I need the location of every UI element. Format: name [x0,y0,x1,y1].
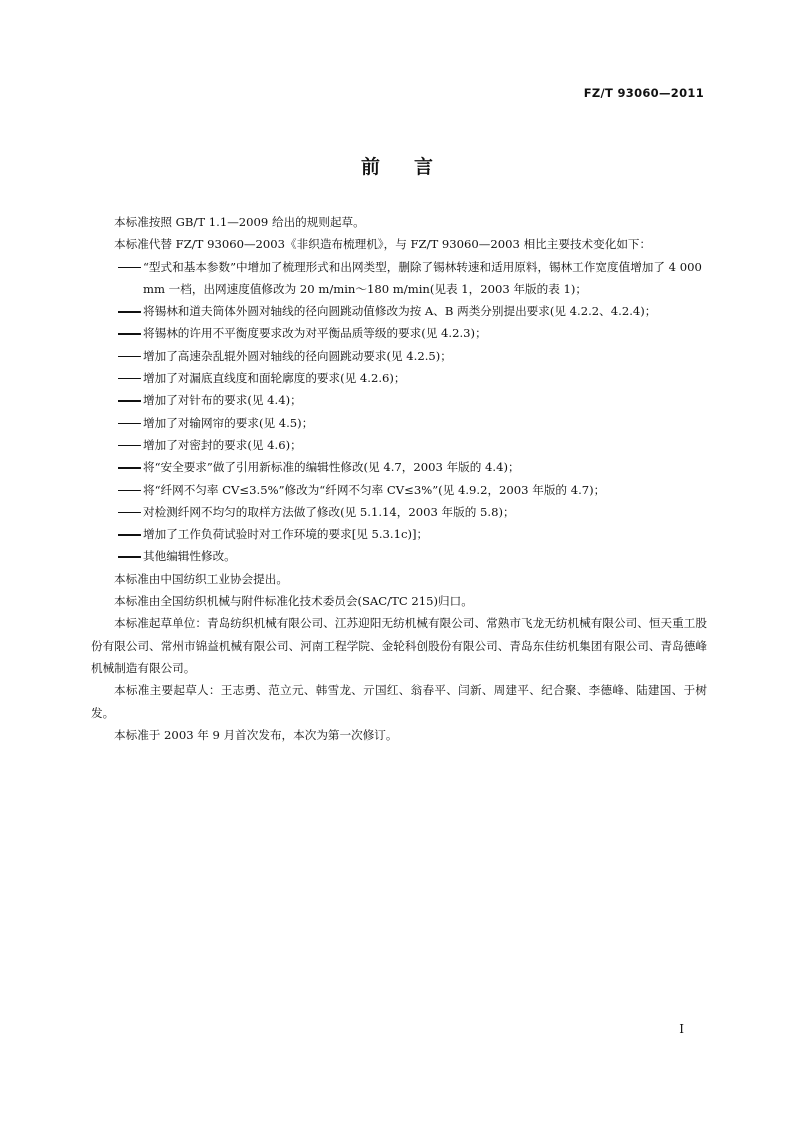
dash-bullet [118,333,141,334]
paragraph: 本标准按照 GB/T 1.1—2009 给出的规则起草。 [114,215,365,229]
list-item-text: “型式和基本参数”中增加了梳理形式和出网类型，删除了锡林转速和适用原料，锡林工作宽度值增加了 4 000 mm 一档，出网速度值修改为 20 m/min～180 m/min(见表 1，2003 年版的表 1)； [143,259,702,296]
list-item [91,456,707,478]
dash-bullet [118,445,141,446]
page-number: I [679,1022,684,1036]
dash-bullet [118,311,141,312]
dash-bullet [118,512,141,513]
dash-bullet [118,378,141,379]
paragraph: 本标准主要起草人：王志勇、范立元、韩雪龙、亓国红、翁春平、闫新、周建平、纪合聚、李德峰、陆建国、于树发。 [91,683,707,720]
list-item [91,345,707,367]
dash-bullet [118,534,141,535]
list-item [91,523,707,545]
paragraph: 本标准起草单位：青岛纺织机械有限公司、江苏迎阳无纺机械有限公司、常熟市飞龙无纺机械有限公司、恒天重工股份有限公司、常州市锦益机械有限公司、河南工程学院、金轮科创股份有限公司、青岛东佳纺机集团有限公司、青岛德峰机械制造有限公司。 [91,616,707,675]
list-item-text: 将“安全要求”做了引用新标准的编辑性修改(见 4.7，2003 年版的 4.4)； [143,460,520,475]
list-item [91,501,707,523]
list-item-text: 其他编辑性修改。 [143,549,236,564]
list-item-text: 增加了工作负荷试验时对工作环境的要求[见 5.3.1c)]； [143,527,429,542]
dash-bullet [118,400,141,401]
list-item [91,545,707,567]
dash-bullet [118,490,141,491]
list-item-text: 将锡林和道夫筒体外圆对轴线的径向圆跳动值修改为按 A、B 两类分别提出要求(见 4.2.2、4.2.4)； [143,304,657,319]
dash-bullet [118,556,141,557]
page-title: 前言 [360,156,467,178]
list-item [91,479,707,501]
list-item [91,300,707,322]
paragraph: 本标准于 2003 年 9 月首次发布，本次为第一次修订。 [114,727,398,742]
list-item [91,322,707,344]
dash-bullet [118,467,141,468]
paragraph: 本标准代替 FZ/T 93060—2003《非织造布梳理机》，与 FZ/T 93060—2003 相比主要技术变化如下： [114,237,652,252]
paragraph: 本标准由中国纺织工业协会提出。 [114,571,288,586]
list-item-text: 将锡林的许用不平衡度要求改为对平衡品质等级的要求(见 4.2.3)； [143,326,487,341]
dash-bullet [118,423,141,424]
foreword-body [91,211,707,746]
list-item-text: 将“纤网不匀率 CV≤3.5%”修改为“纤网不匀率 CV≤3%”(见 4.9.2，2003 年版的 4.7)； [143,482,606,497]
list-item [91,389,707,411]
list-item [91,367,707,389]
list-item-text: 增加了对针布的要求(见 4.4)； [143,393,302,408]
list-item-text: 对检测纤网不均匀的取样方法做了修改(见 5.1.14，2003 年版的 5.8)； [143,504,515,519]
list-item-text: 增加了对输网帘的要求(见 4.5)； [143,415,314,430]
list-item [91,434,707,456]
list-item-text: 增加了对密封的要求(见 4.6)； [143,437,302,452]
list-item [91,412,707,434]
standard-code: FZ/T 93060—2011 [583,86,704,100]
list-item-text: 增加了对漏底直线度和面轮廓度的要求(见 4.2.6)； [143,371,406,386]
dash-bullet [118,267,141,268]
list-item [91,256,707,301]
paragraph: 本标准由全国纺织机械与附件标准化技术委员会(SAC/TC 215)归口。 [114,594,473,609]
list-item-text: 增加了高速杂乱辊外圆对轴线的径向圆跳动要求(见 4.2.5)； [143,348,452,363]
dash-bullet [118,356,141,357]
changes-list [91,256,707,568]
